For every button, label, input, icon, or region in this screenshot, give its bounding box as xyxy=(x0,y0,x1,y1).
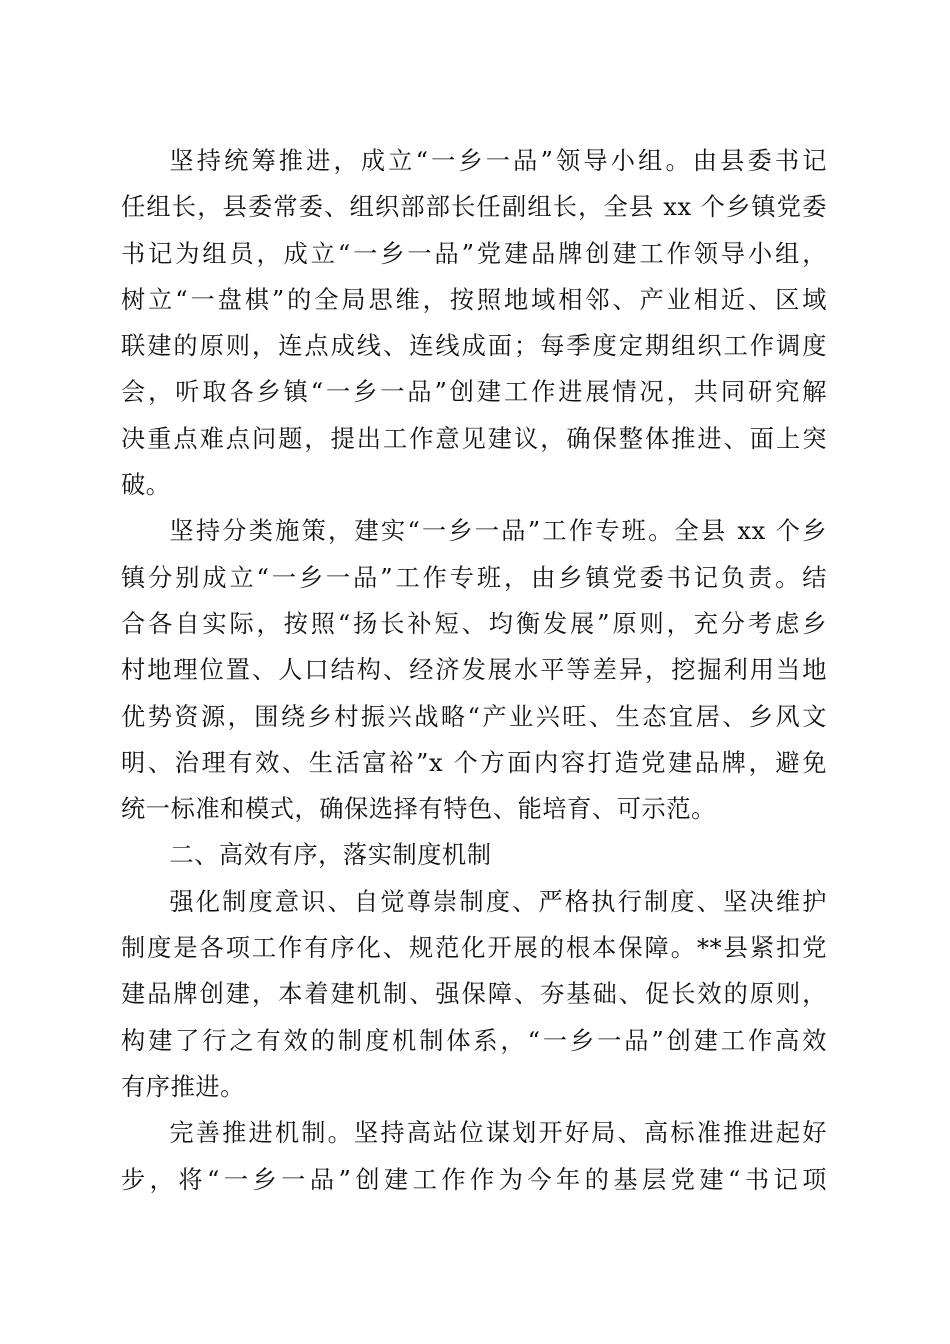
document-body xyxy=(121,138,827,1203)
section-heading xyxy=(121,832,827,878)
text-line: 决重点难点问题，提出工作意见建议，确保整体推进、面上突 xyxy=(121,424,827,453)
heading-text: 二、高效有序，落实制度机制 xyxy=(169,841,492,870)
text-line: 完善推进机制。坚持高站位谋划开好局、高标准推进起好 xyxy=(169,1119,827,1148)
text-line: 坚持统筹推进，成立“一乡一品”领导小组。由县委书记 xyxy=(169,147,827,175)
text-line: 制度是各项工作有序化、规范化开展的根本保障。**县紧扣党 xyxy=(121,934,827,963)
text-line: 会，听取各乡镇“一乡一品”创建工作进展情况，共同研究解 xyxy=(121,378,827,407)
paragraph-2 xyxy=(121,508,827,832)
text-line: 树立“一盘棋”的全局思维，按照地域相邻、产业相近、区域 xyxy=(121,285,827,314)
text-line: 建品牌创建，本着建机制、强保障、夯基础、促长效的原则， xyxy=(121,980,827,1009)
paragraph-1 xyxy=(121,138,827,508)
text-line: 村地理位置、人口结构、经济发展水平等差异，挖掘利用当地 xyxy=(121,656,827,685)
text-line: 强化制度意识、自觉尊崇制度、严格执行制度、坚决维护 xyxy=(169,887,827,916)
text-line: 统一标准和模式，确保选择有特色、能培育、可示范。 xyxy=(121,795,716,824)
text-line: 镇分别成立“一乡一品”工作专班，由乡镇党委书记负责。结 xyxy=(121,563,827,592)
text-line: 优势资源，围绕乡村振兴战略“产业兴旺、生态宜居、乡风文 xyxy=(121,702,827,731)
paragraph-4 xyxy=(121,1110,827,1203)
text-line: 书记为组员，成立“一乡一品”党建品牌创建工作领导小组， xyxy=(121,239,827,268)
text-line: 明、治理有效、生活富裕”x 个方面内容打造党建品牌，避免 xyxy=(121,748,827,777)
paragraph-3 xyxy=(121,879,827,1110)
text-line: 有序推进。 xyxy=(121,1072,245,1101)
text-line: 破。 xyxy=(121,471,171,500)
text-line: 步，将“一乡一品”创建工作作为今年的基层党建“书记项 xyxy=(121,1165,827,1194)
text-line: 合各自实际，按照“扬长补短、均衡发展”原则，充分考虑乡 xyxy=(121,609,827,638)
text-line: 任组长，县委常委、组织部部长任副组长，全县 xx 个乡镇党委 xyxy=(121,193,827,222)
text-line: 坚持分类施策，建实“一乡一品”工作专班。全县 xx 个乡 xyxy=(169,517,827,546)
text-line: 联建的原则，连点成线、连线成面；每季度定期组织工作调度 xyxy=(121,332,827,361)
text-line: 构建了行之有效的制度机制体系，“一乡一品”创建工作高效 xyxy=(121,1026,827,1055)
